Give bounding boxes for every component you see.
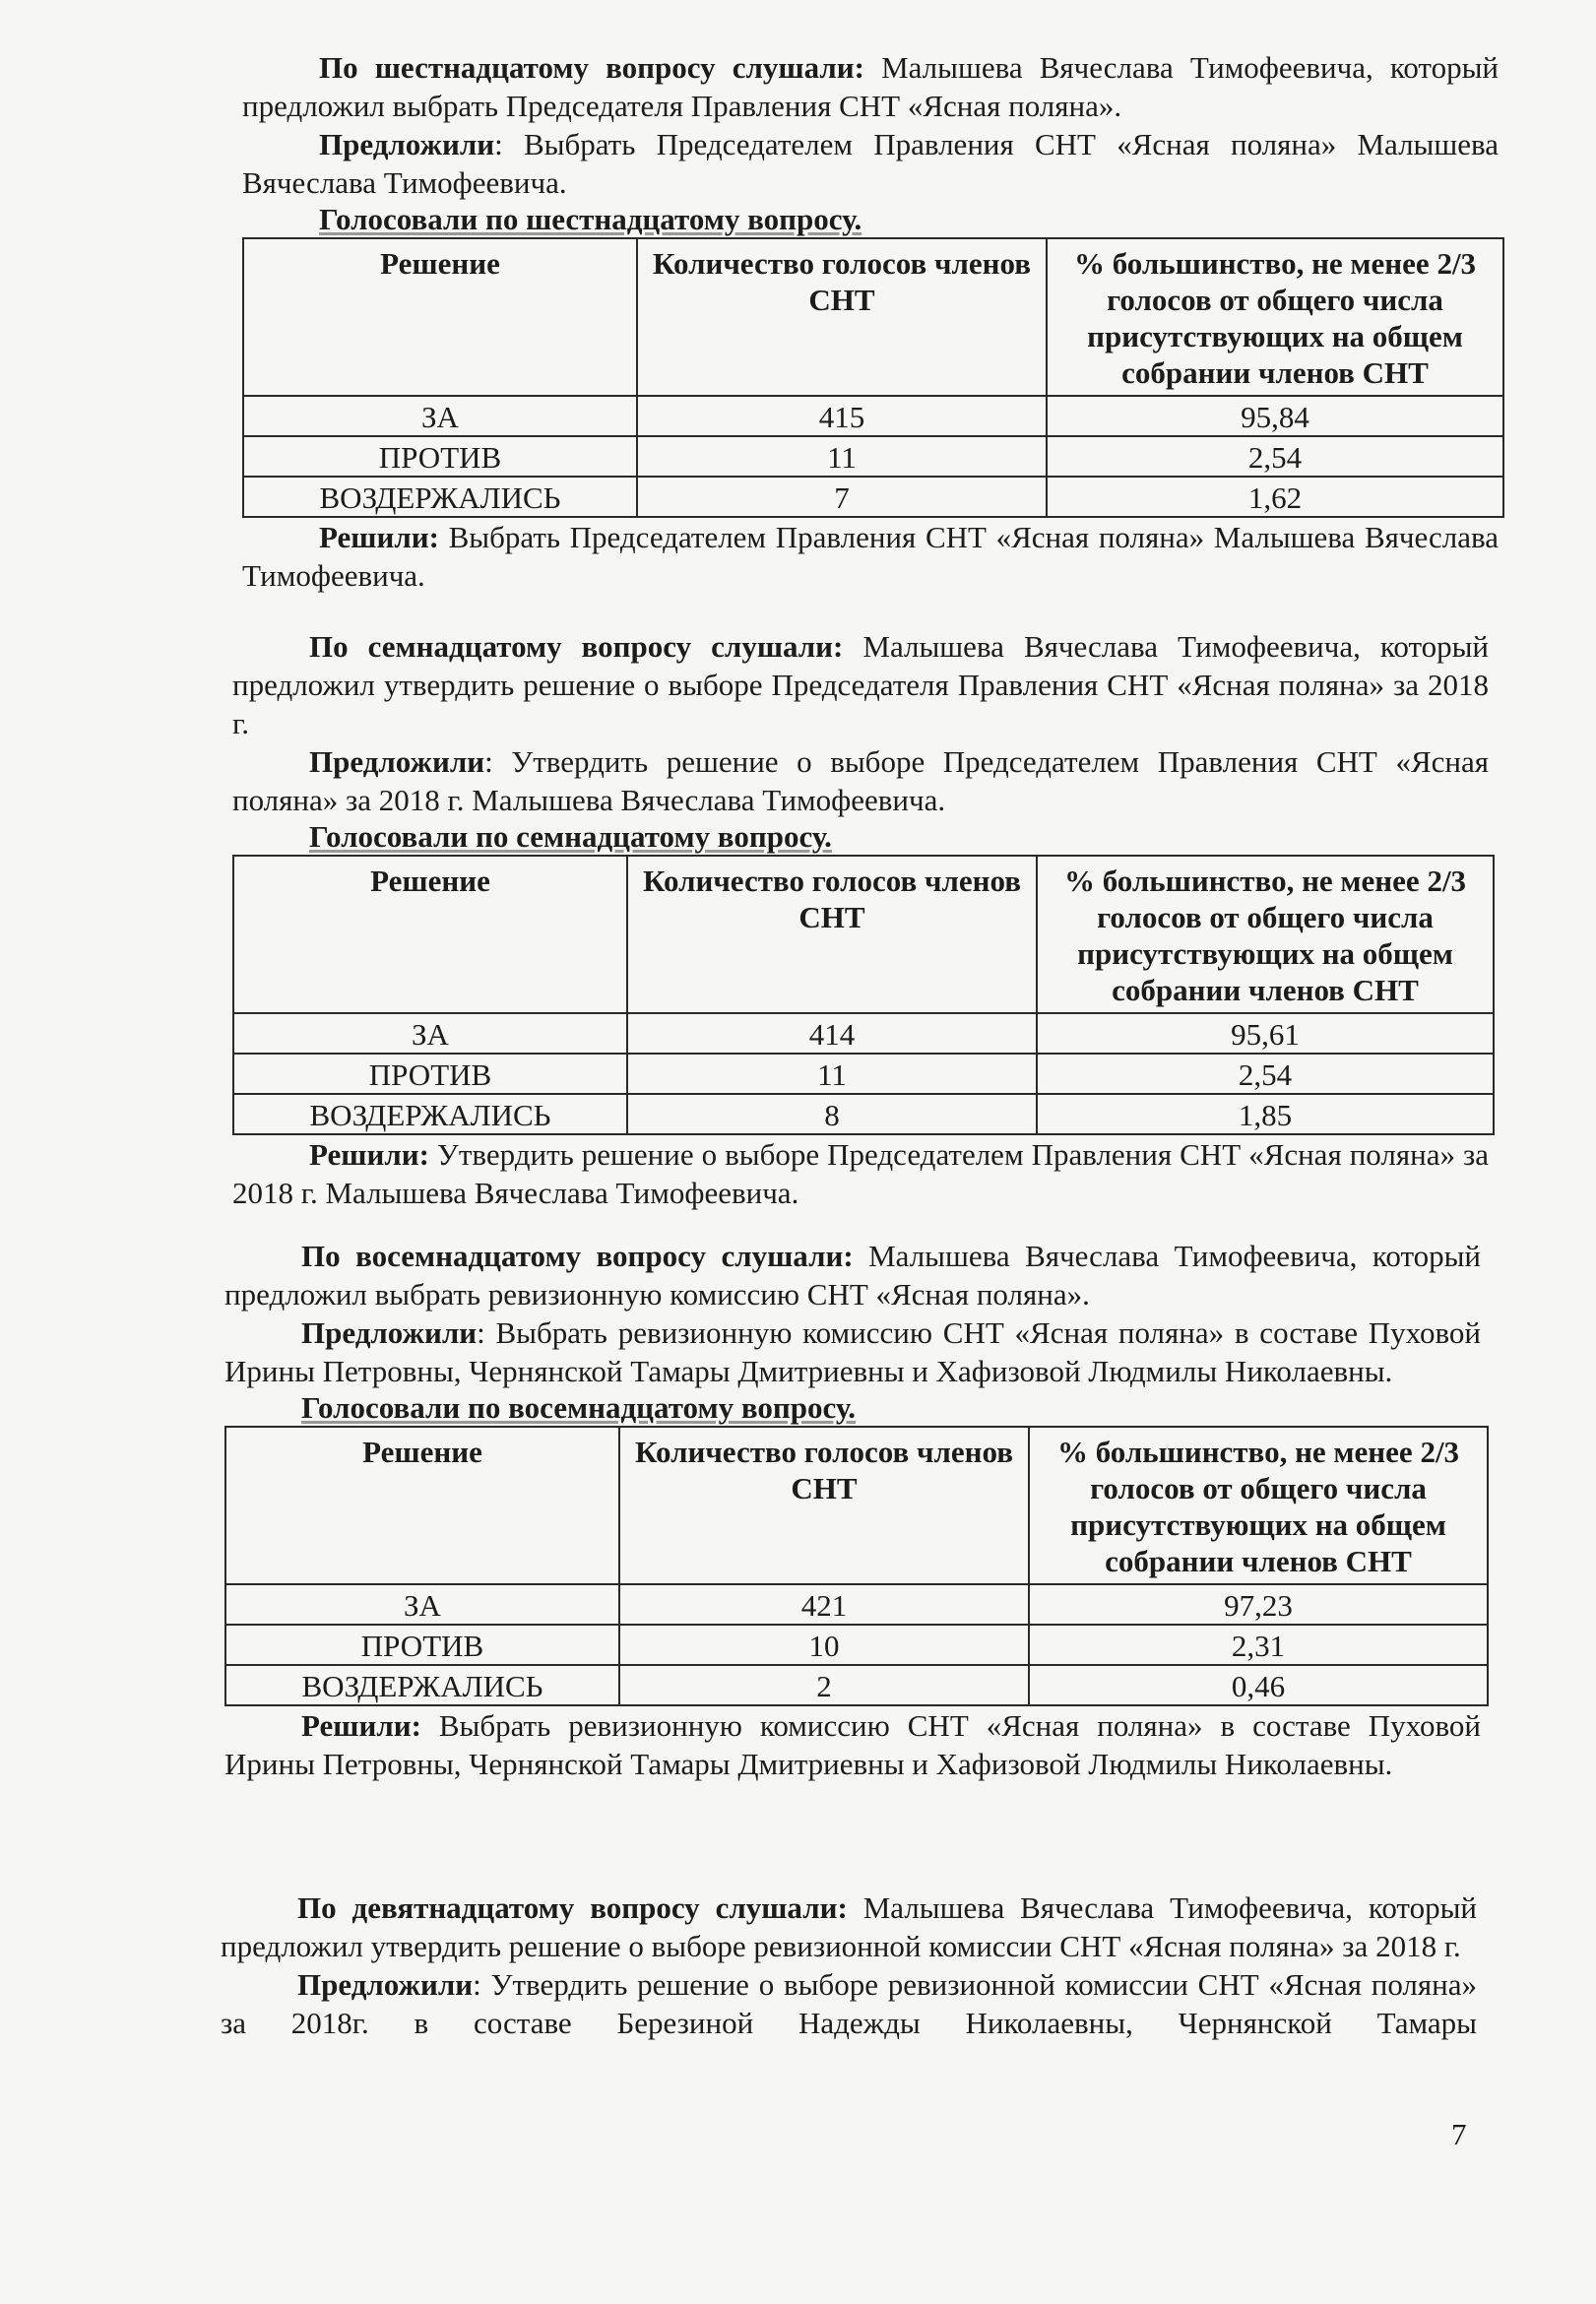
row-votes: 415 — [637, 396, 1047, 436]
decided-label: Решили: — [301, 1708, 421, 1743]
voted-heading: Голосовали по семнадцатому вопросу. — [309, 819, 832, 854]
decided-text: Выбрать Председателем Правления СНТ «Ясная поляна» Малышева Вячеслава Тимофеевича. — [242, 520, 1499, 593]
heard-paragraph — [221, 1888, 1477, 1965]
table-header-row — [243, 238, 1503, 396]
row-label: ВОЗДЕРЖАЛИСЬ — [233, 1094, 627, 1134]
voting-table — [224, 1426, 1489, 1706]
proposed-label: Предложили — [319, 127, 495, 161]
table-row — [233, 1054, 1494, 1094]
heard-label: По девятнадцатому вопросу слушали: — [297, 1890, 848, 1925]
decided-text: Утвердить решение о выборе Председателем Правления СНТ «Ясная поляна» за 2018 г. Малышева Вячеслава Тимофеевича. — [232, 1137, 1489, 1210]
decided-label: Решили: — [319, 520, 439, 554]
proposed-label: Предложили — [301, 1315, 478, 1350]
proposed-text: : Утвердить решение о выборе ревизионной комиссии СНТ «Ясная поляна» за 2018г. в составе Березиной Надежды Николаевны, Чернянской Тамары — [221, 1967, 1477, 2040]
header-votes: Количество голосов членов СНТ — [619, 1427, 1029, 1584]
row-label: ВОЗДЕРЖАЛИСЬ — [225, 1665, 619, 1705]
decided-paragraph — [224, 1706, 1481, 1783]
row-percent: 2,31 — [1029, 1625, 1488, 1665]
row-label: ПРОТИВ — [233, 1054, 627, 1094]
page-number: 7 — [1451, 2117, 1467, 2151]
row-votes: 414 — [627, 1013, 1037, 1054]
row-votes: 11 — [627, 1054, 1037, 1094]
section-question-18 — [224, 1237, 1481, 1783]
decided-label: Решили: — [309, 1137, 429, 1172]
heard-paragraph — [242, 48, 1499, 125]
row-label: ПРОТИВ — [243, 436, 637, 477]
row-votes: 10 — [619, 1625, 1029, 1665]
proposed-text: : Утвердить решение о выборе Председателем Правления СНТ «Ясная поляна» за 2018 г. Малышева Вячеслава Тимофеевича. — [232, 744, 1489, 817]
header-percent: % большинство, не менее 2/3 голосов от общего числа присутствующих на общем собрании членов СНТ — [1037, 856, 1494, 1013]
heard-label: По шестнадцатому вопросу слушали: — [319, 50, 864, 85]
row-votes: 2 — [619, 1665, 1029, 1705]
row-percent: 95,84 — [1047, 396, 1503, 436]
table-row — [243, 436, 1503, 477]
proposed-paragraph — [232, 742, 1489, 819]
heard-text: Малышева Вячеслава Тимофеевича, который предложил утвердить решение о выборе ревизионной комиссии СНТ «Ясная поляна» за 2018 г. — [221, 1890, 1477, 1963]
voting-table — [242, 237, 1504, 518]
table-row — [233, 1013, 1494, 1054]
row-votes: 11 — [637, 436, 1047, 477]
row-percent: 95,61 — [1037, 1013, 1494, 1054]
proposed-paragraph — [224, 1313, 1481, 1390]
row-percent: 2,54 — [1037, 1054, 1494, 1094]
decided-text: Выбрать ревизионную комиссию СНТ «Ясная поляна» в составе Пуховой Ирины Петровны, Чернянской Тамары Дмитриевны и Хафизовой Людмилы Николаевны. — [224, 1708, 1481, 1781]
row-label: ЗА — [225, 1584, 619, 1625]
table-row — [233, 1094, 1494, 1134]
row-percent: 97,23 — [1029, 1584, 1488, 1625]
row-votes: 421 — [619, 1584, 1029, 1625]
table-row — [243, 477, 1503, 517]
proposed-label: Предложили — [297, 1967, 474, 2002]
header-decision: Решение — [243, 238, 637, 396]
row-label: ВОЗДЕРЖАЛИСЬ — [243, 477, 637, 517]
heard-paragraph — [232, 627, 1489, 742]
table-row — [243, 396, 1503, 436]
row-percent: 2,54 — [1047, 436, 1503, 477]
decided-paragraph — [232, 1135, 1489, 1212]
section-question-16 — [242, 48, 1499, 595]
voted-heading: Голосовали по восемнадцатому вопросу. — [301, 1390, 856, 1425]
table-header-row — [233, 856, 1494, 1013]
proposed-label: Предложили — [309, 744, 485, 779]
header-decision: Решение — [233, 856, 627, 1013]
header-percent: % большинство, не менее 2/3 голосов от общего числа присутствующих на общем собрании членов СНТ — [1047, 238, 1503, 396]
heard-paragraph — [224, 1237, 1481, 1313]
voted-heading: Голосовали по шестнадцатому вопросу. — [319, 202, 862, 236]
proposed-paragraph — [242, 125, 1499, 202]
heard-text: Малышева Вячеслава Тимофеевича, который предложил утвердить решение о выборе Председателя Правления СНТ «Ясная поляна» за 2018 г. — [232, 629, 1490, 740]
row-percent: 1,85 — [1037, 1094, 1494, 1134]
row-label: ПРОТИВ — [225, 1625, 619, 1665]
row-percent: 0,46 — [1029, 1665, 1488, 1705]
decided-paragraph — [242, 518, 1499, 595]
heard-text: Малышева Вячеслава Тимофеевича, который предложил выбрать ревизионную комиссию СНТ «Ясная поляна». — [224, 1239, 1481, 1312]
section-question-17 — [232, 627, 1489, 1212]
row-votes: 7 — [637, 477, 1047, 517]
table-row — [225, 1625, 1488, 1665]
header-percent: % большинство, не менее 2/3 голосов от общего числа присутствующих на общем собрании членов СНТ — [1029, 1427, 1488, 1584]
row-label: ЗА — [243, 396, 637, 436]
row-percent: 1,62 — [1047, 477, 1503, 517]
table-header-row — [225, 1427, 1488, 1584]
header-votes: Количество голосов членов СНТ — [627, 856, 1037, 1013]
heard-text: Малышева Вячеслава Тимофеевича, который предложил выбрать Председателя Правления СНТ «Ясная поляна». — [242, 50, 1499, 123]
row-votes: 8 — [627, 1094, 1037, 1134]
row-label: ЗА — [233, 1013, 627, 1054]
proposed-text: : Выбрать ревизионную комиссию СНТ «Ясная поляна» в составе Пуховой Ирины Петровны, Чернянской Тамары Дмитриевны и Хафизовой Людмилы Николаевны. — [224, 1315, 1481, 1388]
table-row — [225, 1584, 1488, 1625]
heard-label: По семнадцатому вопросу слушали: — [309, 629, 844, 664]
section-question-19 — [221, 1888, 1477, 2042]
proposed-text: : Выбрать Председателем Правления СНТ «Ясная поляна» Малышева Вячеслава Тимофеевича. — [242, 127, 1499, 200]
heard-label: По восемнадцатому вопросу слушали: — [301, 1239, 854, 1273]
header-votes: Количество голосов членов СНТ — [637, 238, 1047, 396]
voting-table — [232, 855, 1495, 1135]
table-row — [225, 1665, 1488, 1705]
proposed-paragraph — [221, 1965, 1477, 2042]
header-decision: Решение — [225, 1427, 619, 1584]
